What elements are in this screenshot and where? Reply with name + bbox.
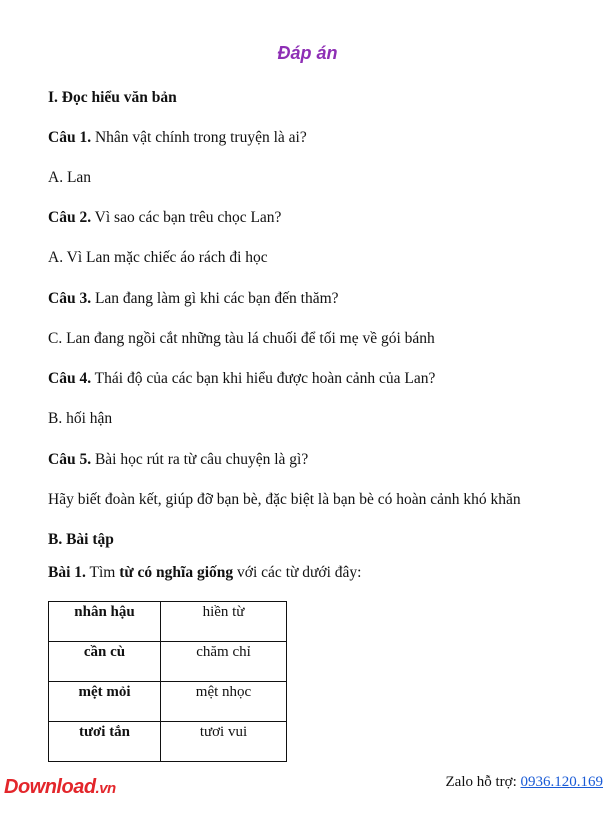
download-vn-logo[interactable] (4, 776, 116, 799)
question-4-label: Câu 4. (48, 370, 92, 387)
section-heading-reading: I. Đọc hiểu văn bản (48, 89, 177, 106)
answer-1: A. Lan (48, 169, 92, 186)
table-cell-word: mệt mỏi (49, 682, 161, 722)
table-cell-synonym: chăm chỉ (161, 642, 287, 682)
logo-main-text: Download (4, 776, 96, 798)
question-5 (48, 451, 308, 469)
table-row (49, 642, 287, 682)
section-heading-exercises: B. Bài tập (48, 531, 114, 548)
table-cell-word: tươi tắn (49, 722, 161, 762)
exercise-1-prompt (48, 564, 362, 582)
exercise-1-label: Bài 1. (48, 564, 86, 581)
exercise-1-emphasis: từ có nghĩa giống (119, 564, 234, 581)
zalo-label: Zalo hỗ trợ: (445, 774, 521, 790)
page-title: Đáp án (277, 43, 338, 63)
table-row (49, 722, 287, 762)
table-row (49, 602, 287, 642)
question-3-text: Lan đang làm gì khi các bạn đến thăm? (91, 290, 339, 307)
logo-tld-text: .vn (95, 780, 116, 797)
answer-5: Hãy biết đoàn kết, giúp đỡ bạn bè, đặc biệt là bạn bè có hoàn cảnh khó khăn (48, 491, 521, 508)
answer-3: C. Lan đang ngồi cắt những tàu lá chuối để tối mẹ về gói bánh (48, 330, 435, 347)
question-1 (48, 129, 307, 147)
question-3 (48, 290, 339, 308)
exercise-1-pre: Tìm (85, 564, 120, 581)
question-2-label: Câu 2. (48, 209, 92, 226)
question-5-text: Bài học rút ra từ câu chuyện là gì? (91, 451, 309, 468)
question-2 (48, 209, 281, 227)
zalo-support (446, 774, 604, 791)
question-1-label: Câu 1. (48, 129, 92, 146)
answer-2: A. Vì Lan mặc chiếc áo rách đi học (48, 249, 268, 266)
table-cell-synonym: tươi vui (161, 722, 287, 762)
support-phone-link[interactable]: 0936.120.169 (520, 774, 603, 790)
table-row (49, 682, 287, 722)
question-3-label: Câu 3. (48, 290, 92, 307)
question-1-text: Nhân vật chính trong truyện là ai? (91, 129, 307, 146)
exercise-1-post: với các từ dưới đây: (233, 564, 362, 581)
synonym-table (48, 601, 287, 762)
question-2-text: Vì sao các bạn trêu chọc Lan? (91, 209, 282, 226)
question-4 (48, 370, 435, 388)
table-cell-word: nhân hậu (49, 602, 161, 642)
question-5-label: Câu 5. (48, 451, 92, 468)
table-cell-synonym: hiền từ (161, 602, 287, 642)
table-cell-synonym: mệt nhọc (161, 682, 287, 722)
answer-4: B. hối hận (48, 410, 113, 427)
question-4-text: Thái độ của các bạn khi hiểu được hoàn cảnh của Lan? (91, 370, 436, 387)
table-cell-word: cần cù (49, 642, 161, 682)
